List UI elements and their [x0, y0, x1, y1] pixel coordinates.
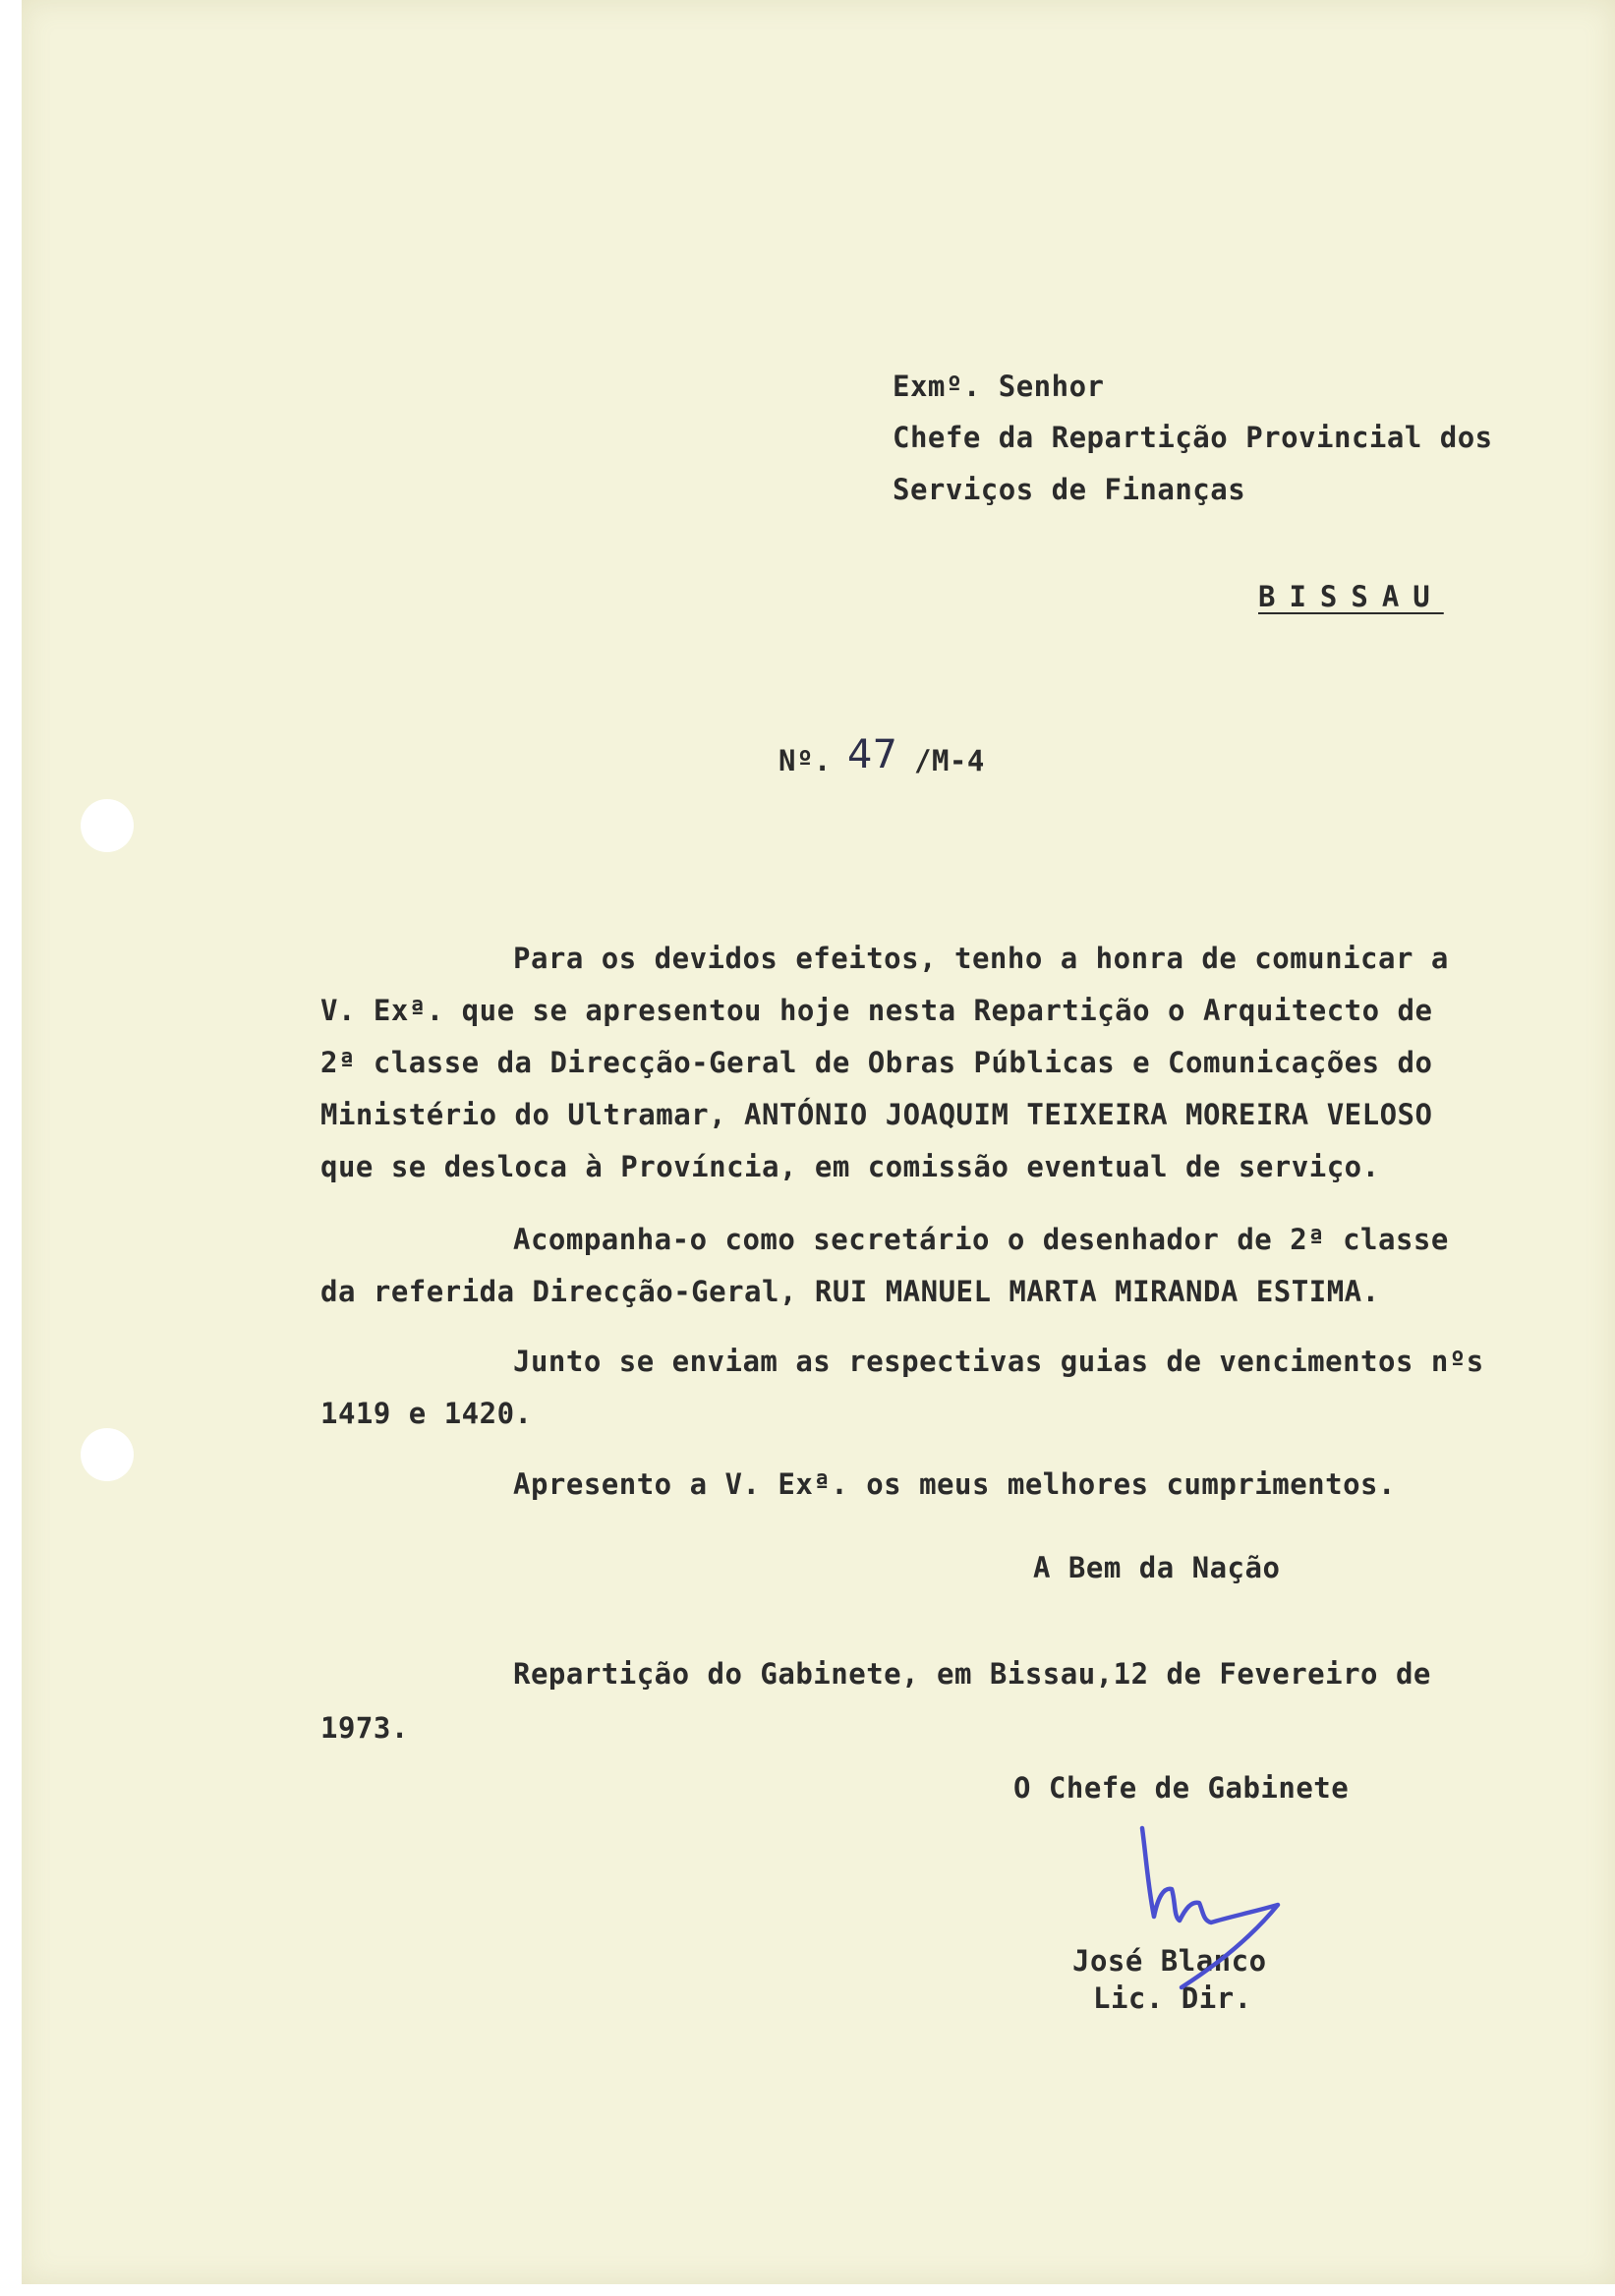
- reference-handwritten-number: 47: [847, 732, 897, 777]
- punch-hole: [81, 799, 134, 852]
- signer-name: José Blanco: [1072, 1944, 1267, 1978]
- place-date-line: Repartição do Gabinete, em Bissau,12 de Fevereiro de: [513, 1657, 1431, 1691]
- recipient-city: BISSAU: [1258, 580, 1444, 613]
- closing-salutation: A Bem da Nação: [1033, 1551, 1281, 1584]
- body-p2-line: da referida Direcção-Geral, RUI MANUEL MARTA MIRANDA ESTIMA.: [320, 1275, 1380, 1308]
- body-p1-line: que se desloca à Província, em comissão eventual de serviço.: [320, 1150, 1380, 1183]
- reference-prefix: Nº.: [779, 744, 832, 777]
- body-p2-line: Acompanha-o como secretário o desenhador de 2ª classe: [513, 1223, 1449, 1256]
- handwritten-signature: [1113, 1818, 1309, 1995]
- letter-page: [22, 0, 1615, 2284]
- punch-hole: [81, 1428, 134, 1481]
- place-date-year: 1973.: [320, 1711, 409, 1745]
- recipient-department: Serviços de Finanças: [893, 473, 1246, 506]
- body-p1-line: Para os devidos efeitos, tenho a honra de comunicar a: [513, 942, 1449, 975]
- reference-suffix: /M-4: [914, 744, 985, 777]
- body-p1-line: Ministério do Ultramar, ANTÓNIO JOAQUIM TEIXEIRA MOREIRA VELOSO: [320, 1098, 1433, 1131]
- body-p1-line: V. Exª. que se apresentou hoje nesta Repartição o Arquitecto de: [320, 994, 1433, 1027]
- signer-title: Lic. Dir.: [1093, 1981, 1252, 2015]
- recipient-salutation: Exmº. Senhor: [893, 370, 1105, 403]
- body-p3-line: Junto se enviam as respectivas guias de vencimentos nºs: [513, 1345, 1484, 1378]
- body-p1-line: 2ª classe da Direcção-Geral de Obras Públicas e Comunicações do: [320, 1046, 1433, 1079]
- body-p4: Apresento a V. Exª. os meus melhores cumprimentos.: [513, 1467, 1396, 1501]
- recipient-title: Chefe da Repartição Provincial dos: [893, 421, 1493, 454]
- signer-role: O Chefe de Gabinete: [1013, 1771, 1350, 1805]
- body-p3-line: 1419 e 1420.: [320, 1397, 533, 1430]
